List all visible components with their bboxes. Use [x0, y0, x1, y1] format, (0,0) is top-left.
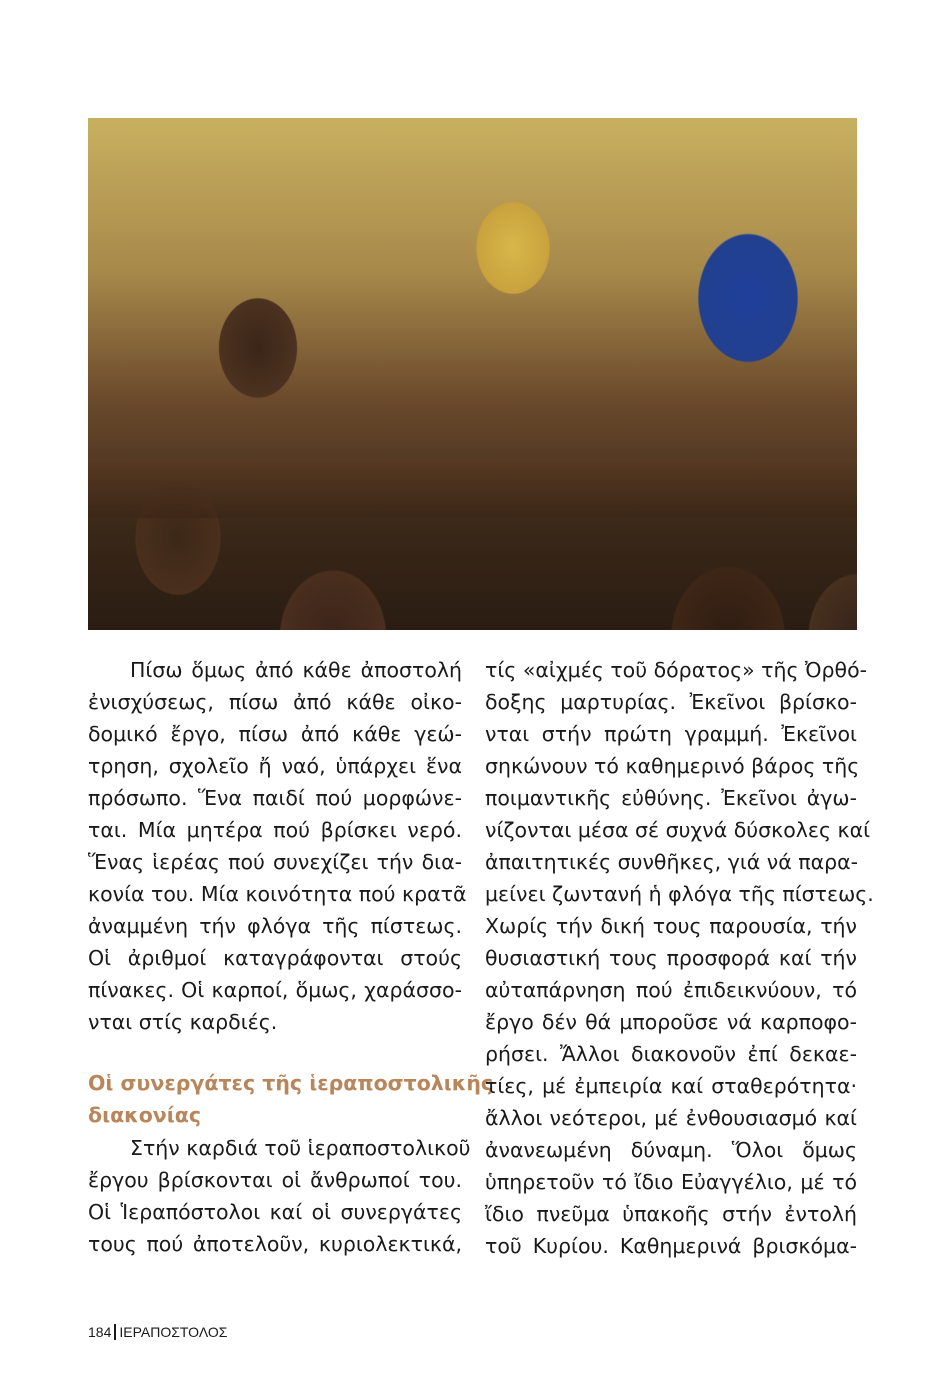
text-line: ἀναμμένη τήν φλόγα τῆς πίστεως.	[88, 914, 462, 938]
footer-divider	[114, 1324, 116, 1340]
section-heading	[88, 1068, 494, 1132]
text-line: μείνει ζωντανή ἡ φλόγα τῆς πίστεως.	[485, 882, 874, 906]
text-line: ἀνανεωμένη δύναμη. Ὅλοι ὅμως	[485, 1138, 857, 1162]
text-line: τίες, μέ ἐμπειρία καί σταθερότητα·	[485, 1074, 857, 1098]
text-line: Χωρίς τήν δική τους παρουσία, τήν	[485, 914, 857, 938]
text-line: ἐνισχύσεως, πίσω ἀπό κάθε οἰκο-	[88, 690, 462, 714]
paragraph-1	[88, 654, 467, 1038]
text-line: ρήσει. Ἄλλοι διακονοῦν ἐπί δεκαε-	[485, 1042, 857, 1066]
text-line: πρόσωπο. Ἕνα παιδί πού μορφώνε-	[88, 786, 462, 810]
text-line: ἴδιο πνεῦμα ὑπακοῆς στήν ἐντολή	[485, 1202, 857, 1226]
text-line: ἔργου βρίσκονται οἱ ἄνθρωποί του.	[88, 1168, 462, 1192]
text-line: νται στίς καρδιές.	[88, 1010, 278, 1034]
photo-bench	[88, 458, 857, 518]
text-line: τοῦ Κυρίου. Καθημερινά βρισκόμα-	[485, 1234, 857, 1258]
text-line: νται στήν πρώτη γραμμή. Ἐκεῖνοι	[485, 722, 857, 746]
article-photo	[88, 118, 857, 630]
text-line: θυσιαστική τους προσφορά καί τήν	[485, 946, 857, 970]
text-line: Στήν καρδιά τοῦ ἱεραποστολικοῦ	[130, 1136, 471, 1160]
right-column	[485, 654, 874, 1262]
text-line: αὐταπάρνηση πού ἐπιδεικνύουν, τό	[485, 978, 857, 1002]
text-line: ἀπαιτητικές συνθῆκες, γιά νά παρα-	[485, 850, 859, 874]
text-line: ὑπηρετοῦν τό ἴδιο Εὐαγγέλιο, μέ τό	[485, 1170, 857, 1194]
text-line: σηκώνουν τό καθημερινό βάρος τῆς	[485, 754, 860, 778]
text-line: δομικό ἔργο, πίσω ἀπό κάθε γεώ-	[88, 722, 462, 746]
text-line: ται. Μία μητέρα πού βρίσκει νερό.	[88, 818, 462, 842]
text-line: τους πού ἀποτελοῦν, κυριολεκτικά,	[88, 1232, 462, 1256]
text-line: ἔργο δέν θά μποροῦσε νά καρποφο-	[485, 1010, 857, 1034]
heading-line: Οἱ συνεργάτες τῆς ἱεραποστολικῆς	[88, 1071, 494, 1095]
heading-line: διακονίας	[88, 1103, 201, 1127]
text-line: δοξης μαρτυρίας. Ἐκεῖνοι βρίσκο-	[485, 690, 857, 714]
page-footer	[88, 1324, 227, 1340]
text-line: ἄλλοι νεότεροι, μέ ἐνθουσιασμό καί	[485, 1106, 857, 1130]
text-line: Οἱ Ἱεραπόστολοι καί οἱ συνεργάτες	[88, 1200, 462, 1224]
text-line: Ἕνας ἱερέας πού συνεχίζει τήν δια-	[88, 850, 462, 874]
paragraph-2	[88, 1132, 471, 1260]
text-line: κονία του. Μία κοινότητα πού κρατᾶ	[88, 882, 467, 906]
text-line: ποιμαντικῆς εὐθύνης. Ἐκεῖνοι ἀγω-	[485, 786, 857, 810]
text-line: Πίσω ὅμως ἀπό κάθε ἀποστολή	[130, 658, 462, 682]
text-line: τίς «αἰχμές τοῦ δόρατος» τῆς Ὀρθό-	[485, 658, 868, 682]
text-line: τρηση, σχολεῖο ἤ ναό, ὑπάρχει ἕνα	[88, 754, 462, 778]
text-line: πίνακες. Οἱ καρποί, ὅμως, χαράσσο-	[88, 978, 462, 1002]
magazine-name: ΙΕΡΑΠΟΣΤΟΛΟΣ	[119, 1324, 228, 1340]
text-line: νίζονται μέσα σέ συχνά δύσκολες καί	[485, 818, 871, 842]
left-column	[88, 654, 494, 1260]
page-number: 184	[88, 1324, 112, 1340]
text-line: Οἱ ἀριθμοί καταγράφονται στούς	[88, 946, 462, 970]
